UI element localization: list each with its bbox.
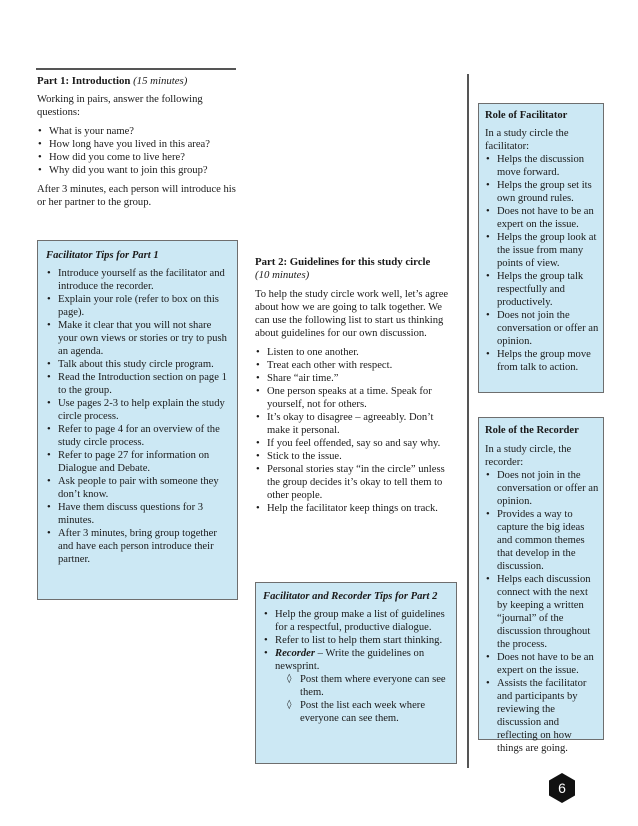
recorder-role-item: • Does not have to be an expert on the issue. <box>485 651 599 677</box>
facilitator-role-item: • Helps the group move from talk to action. <box>485 348 599 374</box>
recorder-role-title: Role of the Recorder <box>485 425 579 436</box>
tips-part2-box <box>255 582 457 764</box>
question-item: • Why did you want to join this group? <box>37 164 241 177</box>
part2-guidelines <box>255 346 457 515</box>
question-item: • How did you come to live here? <box>37 151 241 164</box>
recorder-role-intro: In a study circle, the recorder: <box>485 444 572 468</box>
facilitator-role-item: • Helps the group set its own ground rules. <box>485 179 599 205</box>
tip2-item-recorder <box>263 647 450 673</box>
part2-title <box>255 256 457 282</box>
guideline-item: • Stick to the issue. <box>255 450 457 463</box>
tip-item: • Ask people to pair with someone they don’t know. <box>46 475 231 501</box>
tip-item: • Refer to page 4 for an overview of the study circle process. <box>46 423 231 449</box>
part2-title-time: (10 minutes) <box>255 269 310 281</box>
recorder-role-item: • Helps each discussion connect with the next by keeping a written “journal” of the discussion throughout the process. <box>485 573 599 651</box>
guideline-item: • It’s okay to disagree – agreeably. Don’t make it personal. <box>255 411 457 437</box>
tip2-item: • Help the group make a list of guidelines for a respectful, productive dialogue. <box>263 608 450 634</box>
part1-section <box>37 75 241 209</box>
column-divider <box>467 74 469 768</box>
part2-section <box>255 256 457 515</box>
tip2-subitem: ◊ Post them where everyone can see them. <box>287 673 450 699</box>
facilitator-role-box <box>478 103 604 393</box>
part1-questions <box>37 125 241 177</box>
part2-title-bold: Part 2: Guidelines for this study circle <box>255 256 431 268</box>
tip-item: • After 3 minutes, bring group together and have each person introduce their partner. <box>46 527 231 566</box>
guideline-item: • Personal stories stay “in the circle” unless the group decides it’s okay to tell them to other people. <box>255 463 457 502</box>
tip-item: • Talk about this study circle program. <box>46 358 231 371</box>
question-item: • How long have you lived in this area? <box>37 138 241 151</box>
part1-title-bold: Part 1: Introduction <box>37 75 131 87</box>
part1-title <box>37 75 241 88</box>
tips-part1-list <box>46 267 231 566</box>
facilitator-role-intro: In a study circle the facilitator: <box>485 128 569 152</box>
tips-part1-box <box>37 240 238 600</box>
recorder-role-item: • Provides a way to capture the big ideas and common themes that develop in the discussion. <box>485 508 599 573</box>
part1-after: After 3 minutes, each person will introduce his or her partner to the group. <box>37 184 236 208</box>
tip-item: • Use pages 2-3 to help explain the study circle process. <box>46 397 231 423</box>
facilitator-role-item: • Helps the discussion move forward. <box>485 153 599 179</box>
facilitator-role-list <box>485 153 599 374</box>
tip2-subitem: ◊ Post the list each week where everyone can see them. <box>287 699 450 725</box>
recorder-role-item: • Does not join in the conversation or offer an opinion. <box>485 469 599 508</box>
tip-item: • Introduce yourself as the facilitator and introduce the recorder. <box>46 267 231 293</box>
tip-item: • Read the Introduction section on page 1 to the group. <box>46 371 231 397</box>
recorder-role-box <box>478 417 604 754</box>
guideline-item: • Share “air time.” <box>255 372 457 385</box>
tip-item: • Explain your role (refer to box on this page). <box>46 293 231 319</box>
page-number: 6 <box>558 780 566 796</box>
facilitator-role-item: • Helps the group look at the issue from many points of view. <box>485 231 599 270</box>
guideline-item: • One person speaks at a time. Speak for yourself, not for others. <box>255 385 457 411</box>
top-rule <box>36 68 236 70</box>
facilitator-role-title: Role of Facilitator <box>485 110 568 121</box>
part1-title-time: (15 minutes) <box>133 75 188 87</box>
tips-part1-title: Facilitator Tips for Part 1 <box>46 250 159 261</box>
recorder-text: – Write the guidelines on newsprint. <box>275 648 425 672</box>
guideline-item: • Treat each other with respect. <box>255 359 457 372</box>
tips-part2-sublist <box>263 673 450 725</box>
tip-item: • Refer to page 27 for information on Dialogue and Debate. <box>46 449 231 475</box>
facilitator-role-item: • Helps the group talk respectfully and productively. <box>485 270 599 309</box>
tip2-item: • Refer to list to help them start thinking. <box>263 634 450 647</box>
guideline-item: • Help the facilitator keep things on track. <box>255 502 457 515</box>
tips-part2-title: Facilitator and Recorder Tips for Part 2 <box>263 591 438 602</box>
part1-intro: Working in pairs, answer the following questions: <box>37 94 203 118</box>
tip-item: • Have them discuss questions for 3 minutes. <box>46 501 231 527</box>
guideline-item: • Listen to one another. <box>255 346 457 359</box>
recorder-role-item: • Assists the facilitator and participants by reviewing the discussion and reflecting on how things are going. <box>485 677 599 755</box>
tips-part2-list <box>263 608 450 673</box>
guideline-item: • If you feel offended, say so and say why. <box>255 437 457 450</box>
recorder-role-list <box>485 469 599 755</box>
recorder-label: Recorder <box>275 648 316 659</box>
tip-item: • Make it clear that you will not share your own views or stories or try to push an agenda. <box>46 319 231 358</box>
facilitator-role-item: • Does not have to be an expert on the issue. <box>485 205 599 231</box>
facilitator-role-item: • Does not join the conversation or offer an opinion. <box>485 309 599 348</box>
part2-intro: To help the study circle work well, let’s agree about how we are going to talk together. We can use the following list to start us thinking about guidelines for our own discussion. <box>255 289 449 339</box>
question-item: • What is your name? <box>37 125 241 138</box>
